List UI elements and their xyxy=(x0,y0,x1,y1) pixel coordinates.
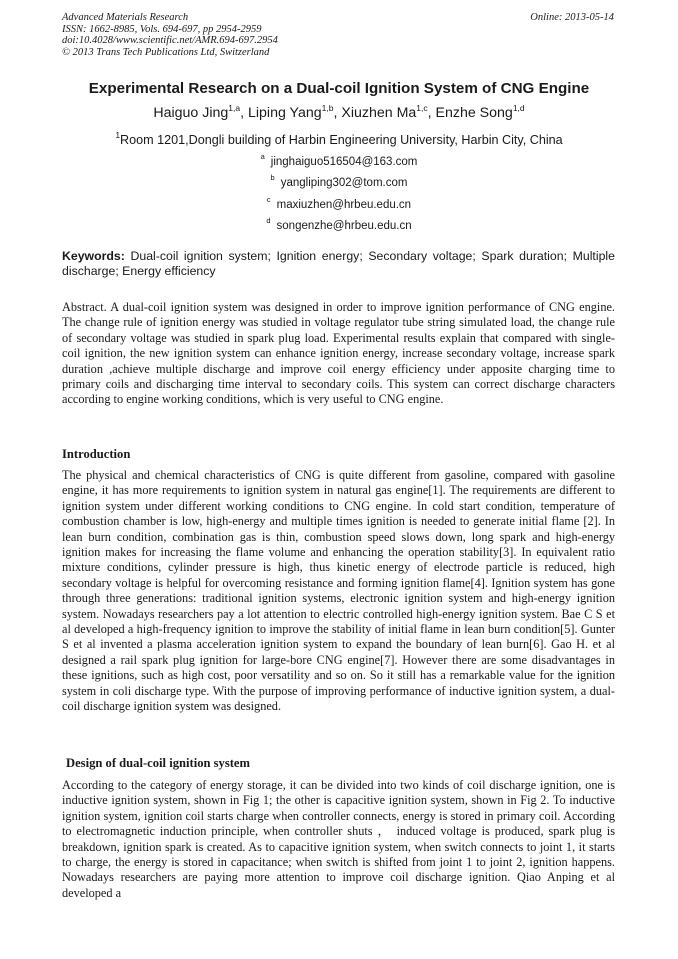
email-address[interactable]: jinghaiguo516504@163.com xyxy=(270,156,418,168)
author-name: Liping Yang xyxy=(248,105,322,121)
email-mark: a xyxy=(260,152,265,161)
journal-name: Advanced Materials Research xyxy=(62,12,189,23)
email-mark: c xyxy=(266,195,271,204)
author-affiliation-mark: 1,d xyxy=(512,103,525,113)
section-body: According to the category of energy storage, it can be divided into two kinds of coil discharge ignition, one is inductive ignition system, shown in Fig 1; the other is capacitive ignition system, shown in Fig 2. To inductive ignition system, ignition coil starts charge when controller connects, energy is stored in primary coil. According to electromagnetic induction principle, when controller shuts ， induced voltage is produced, spark plug is breakdown, ignition spark is created. As to capacitive ignition system, when switch connects to joint 1, it starts to charge, the energy is stored in capacitance; when switch is shifted from joint 1 to joint 2, ignition happens. Nowadays researchers are paying more attention to improve coil discharge ignition. Qiao Anping et al developed a xyxy=(62,778,615,900)
keywords-label: Keywords: xyxy=(62,249,125,263)
doi-line[interactable]: doi:10.4028/www.scientific.net/AMR.694-697.2954 xyxy=(62,35,278,46)
author-affiliation-mark: 1,a xyxy=(228,103,241,113)
author-name: Xiuzhen Ma xyxy=(341,105,417,121)
email-line xyxy=(0,152,678,168)
affiliation-mark: 1 xyxy=(115,130,121,140)
email-mark: b xyxy=(270,173,275,182)
author-name: Enzhe Song xyxy=(435,105,513,121)
paper-title: Experimental Research on a Dual-coil Ignition System of CNG Engine xyxy=(88,80,590,97)
email-line xyxy=(0,173,678,189)
affiliation-text: Room 1201,Dongli building of Harbin Engineering University, Harbin City, China xyxy=(120,133,563,147)
journal-header xyxy=(62,12,278,58)
keywords-text: Dual-coil ignition system; Ignition energy; Secondary voltage; Spark duration; Multiple discharge; Energy efficiency xyxy=(62,249,615,278)
section-body: The physical and chemical characteristics of CNG is quite different from gasoline, compared with gasoline engine, it has more requirements to ignition system in natural gas engine[1]. The requirements are different to ignition system under different working conditions to CNG engine. In cold start condition, temperature of combustion chamber is low, high-energy and multiple times ignition is needed to generate initial flame [2]. In lean burn condition, combination gas is thin, combustion speed slows down, long spark and high-energy ignition makes for increasing the flame volume and enhancing the operation stability[3]. In equivalent ratio mixture conditions, cylinder pressure is high, thus kinetic energy of electrode particle is reduced, high secondary voltage is helpful for overcoming resistance and forming ignition flame[4]. Ignition system has gone through three generations: traditional ignition systems, electronic ignition system and high-energy ignition system. Nowadays researchers pay a lot attention to electric controlled high-energy ignition system. Bae C S et al developed a high-frequency ignition to improve the stability of initial flame in lean burn condition[5]. Gunter S et al invented a plasma acceleration ignition system to expand the boundary of lean burn[6]. Gao H. et al designed a rail spark plug ignition for large-bore CNG engine[7]. However there are some disadvantages in these ignitions, such as high cost, poor versatility and so on. So it still has a remarkable value for the ignition system in coli discharge type. With the purpose of improving performance of inductive ignition system, a dual-coil discharge ignition system was designed. xyxy=(62,468,615,714)
section-heading: Design of dual-coil ignition system xyxy=(66,756,251,770)
online-date: Online: 2013-05-14 xyxy=(530,12,614,23)
author-affiliation-mark: 1,c xyxy=(416,103,428,113)
section-heading: Introduction xyxy=(62,447,131,461)
author-separator: , xyxy=(427,105,436,121)
author-affiliation-mark: 1,b xyxy=(321,103,334,113)
author-name: Haiguo Jing xyxy=(153,105,229,121)
copyright-line: © 2013 Trans Tech Publications Ltd, Switzerland xyxy=(62,46,270,58)
author-list xyxy=(0,103,678,121)
keywords xyxy=(62,249,615,279)
email-mark: d xyxy=(266,216,271,225)
email-address[interactable]: songenzhe@hrbeu.edu.cn xyxy=(276,220,412,232)
author-separator: , xyxy=(333,105,342,121)
email-address[interactable]: yangliping302@tom.com xyxy=(280,177,408,189)
abstract: Abstract. A dual-coil ignition system was designed in order to improve ignition performance of CNG engine. The change rule of ignition energy was studied in voltage regulator tube string simulated load, the change rule of secondary voltage was studied in spark plug load. Experimental results explain that compared with single-coil ignition, the new ignition system can enhance ignition energy, increase secondary voltage, increase spark duration ,achieve multiple discharge and improve coil energy efficiency under apposite charging time to primary coils and discharging time interval to secondary coils. This system can correct discharge characters according to engine working conditions, which is very useful to CNG engine. xyxy=(62,300,615,407)
issn-line: ISSN: 1662-8985, Vols. 694-697, pp 2954-2959 xyxy=(62,23,262,35)
email-address[interactable]: maxiuzhen@hrbeu.edu.cn xyxy=(276,199,412,211)
author-separator: , xyxy=(240,105,248,121)
email-line xyxy=(0,216,678,232)
email-line xyxy=(0,195,678,211)
affiliation xyxy=(0,130,678,147)
